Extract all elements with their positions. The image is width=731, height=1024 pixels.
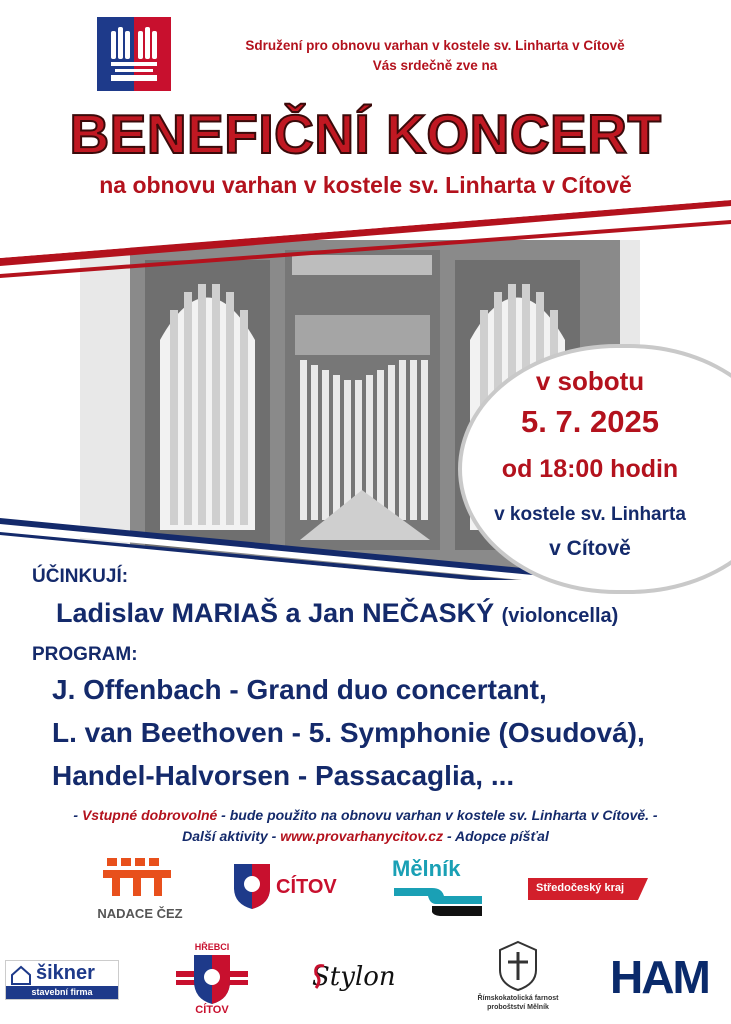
parish-crest-icon [496,940,540,992]
sponsor-melnik [392,856,492,926]
website-link[interactable]: www.provarhanycitov.cz [280,828,444,844]
sponsor-ham [610,950,720,1010]
program-label: PROGRAM: [32,644,138,665]
sponsor-label: Římskokatolická farnost [477,995,559,1002]
more-suffix: - Adopce píšťal [443,828,549,844]
page-title: BENEFIČNÍ KONCERT [69,103,662,165]
event-place-line1: v kostele sv. Linharta [494,504,686,525]
sponsor-nadace-cez [95,852,195,922]
sponsor-hrebci-citov [172,942,252,1022]
organ-association-logo [97,17,171,91]
event-place-line2: v Cítově [549,537,631,560]
sponsor-label: šikner [36,962,95,984]
sponsor-label: CÍTOV [276,876,337,898]
page-subtitle: na obnovu varhan v kostele sv. Linharta v Cítově [99,172,632,198]
program-item: Handel-Halvorsen - Passacaglia, ... [52,760,515,791]
program-item: J. Offenbach - Grand duo concertant, [52,674,547,705]
more-activities [0,828,731,844]
invitation-line: Vás srdečně zve na [372,58,498,73]
event-date: 5. 7. 2025 [521,404,659,439]
house-icon [10,965,32,985]
sponsor-label: Mělník [392,856,461,881]
performers-names: Ladislav MARIAŠ a Jan NEČASKÝ [56,598,495,628]
organizer-line: Sdružení pro obnovu varhan v kostele sv. Linharta v Cítově [245,38,625,53]
stylon-s-accent-icon [312,962,326,992]
entry-prefix: - [73,807,82,823]
cez-logo-icon [95,852,195,900]
melnik-wave-icon [392,884,484,922]
sponsor-label: Stylon [312,962,396,992]
sponsor-label: Středočeský kraj [536,882,625,894]
sponsor-label: HAM [610,951,709,1003]
entry-rest: - bude použito na obnovu varhan v kostele sv. Linharta v Cítově. - [217,807,658,823]
event-day: v sobotu [535,366,645,396]
sponsor-label: CÍTOV [195,1004,229,1016]
sponsor-label: NADACE ČEZ [97,906,183,921]
performers-label: ÚČINKUJÍ: [32,566,129,587]
sponsor-citov [232,862,352,912]
sponsor-stylon [312,958,422,998]
program-item: L. van Beethoven - 5. Symphonie (Osudová), [52,717,645,748]
performers-line [56,598,618,629]
citov-crest-icon [232,862,272,910]
hrebci-crest-icon [176,953,248,1005]
sponsor-sublabel: stavební firma [6,986,118,999]
more-prefix: Další aktivity - [182,828,281,844]
sponsor-stredocesky-kraj [528,878,648,900]
event-time: od 18:00 hodin [501,455,679,483]
sponsor-sublabel: proboštství Mělník [487,1004,549,1011]
sponsor-label: HŘEBCI [194,942,230,952]
sponsor-farnost-melnik [478,940,558,1020]
performers-instrument: (violoncella) [501,605,619,627]
entry-note [0,807,731,823]
sponsor-sikner [5,960,119,1000]
entry-highlight: Vstupné dobrovolné [81,807,218,823]
